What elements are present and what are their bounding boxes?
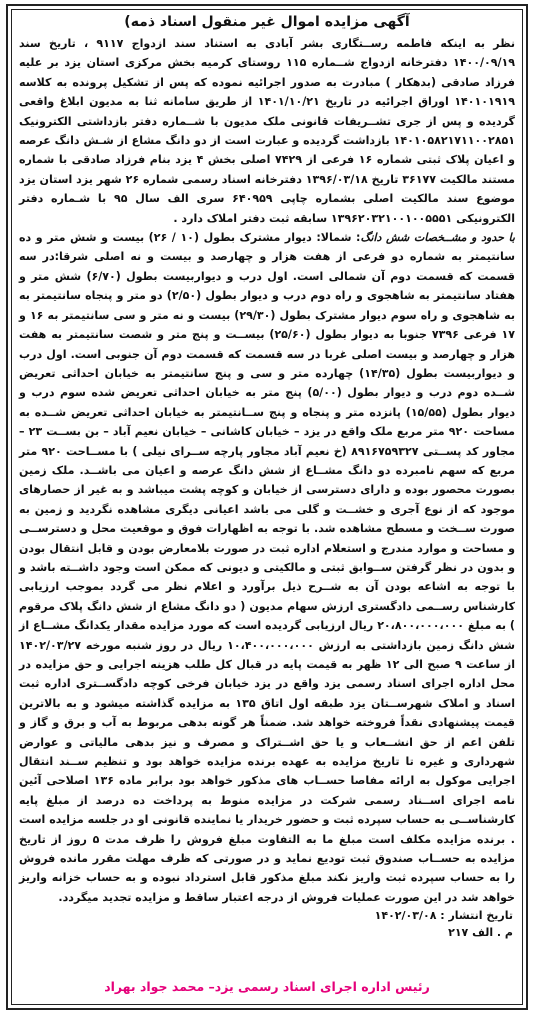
notice-body: [12, 34, 522, 907]
notice-code: م . الف ۲۱۷: [448, 926, 513, 940]
publish-date: تاریخ انتشار : ۱۴۰۲/۰۳/۰۸: [374, 909, 513, 923]
notice-inner-frame: [11, 9, 523, 1005]
notice-footer: [12, 907, 522, 941]
notice-paragraph-1: نظر به اینکه فاطمه رســتگاری بشر آبادی به استناد سند ازدواج ۹۱۱۷ ، تاریخ سند ۱۴۰۰/۰۹/۱۹ دفترخانه ازدواج شــماره ۱۱۵ روستای کرمیه بخش مرکزی استان یزد بر علیه فرزاد صادقی (بدهکار ) مبادرت به صدور اجرائیه نموده که پس از تشکیل پرونده به کلاسه ۱۴۰۱۰۱۹۱۹ اوراق اجرائیه در تاریخ ۱۴۰۱/۱۰/۲۱ از طریق سامانه ثنا به مدیون ابلاغ واقعی گردیده و پس از جری تشــریفات قانونی ملک مدیون با شــماره دفتر بازداشتی الکترونیک ۱۴۰۱۰۵۸۲۱۷۱۱۰۰۲۸۵۱ بازداشت گردیده و عبارت است از دو دانگ مشاع از شـش دانگ عرصه و اعیان پلاک ثبتی شماره ۱۶ فرعی از ۷۴۲۹ اصلی بخش ۴ یزد بنام فرزاد صادقی با شماره مستند مالکیت ۳۶۱۷۷ تاریخ ۱۳۹۶/۰۳/۱۸ دفترخانه اسناد رسمی شماره ۲۶ شهر یزد استان یزد موضوع سند مالکیت اصلی بشماره چاپی ۶۴۰۹۵۹ سری الف سال ۹۵ با شـماره دفتر الکترونیکی ۱۳۹۶۲۰۳۲۱۰۰۱۰۰۵۵۵۱ سابقه ثبت دفتر املاک دارد .: [19, 37, 515, 225]
notice-paragraph-2: [19, 228, 515, 907]
signature-line: رئیس اداره اجرای اسناد رسمی یزد– محمد جواد بهراد: [104, 979, 430, 994]
boundaries-text: : شمالا: دیوار مشترک بطول (۱۰ / ۲۶) بیست و شش متر و ده سانتیمتر به شماره دو فرعی از هفت هزار و چهارصد و بیست و نه اصلی شرقا:در سه قسمت که قسمت دوم آن شمالی است. اول درب و دیواربیست بطول (۶/۷۰) شش متر و هفتاد سانتیمتر به شاهجوی و راه دوم درب و دیوار بطول (۲/۵۰) دو متر و پنجاه سانتیمتر به به شاهجوی و راه سوم دیوار مشترک بطول (۲۹/۳۰) بیست و نه متر و سی سانتیمتر به ۱۶ و ۱۷ فرعی ۷۳۹۶ جنوبا به دیوار بطول (۲۵/۶۰) بیســت و پنج متر و شصت سانتیمتر به هفت هزار و چهارصد و بیست اصلی غربا در سه قسمت که قسمت دوم آن جنوبی است. اول درب و دیواربیست بطول (۱۴/۳۵) چهارده متر و سی و پنج سانتیمتر به خیابان احداثی تعریض شــده دوم درب و دیوار بطول (۵/۰۰) پنج متر به خیابان احداثی تعریض شده سوم درب و دیوار بطول (۱۵/۵۵) پانزده متر و پنجاه و پنج ســانتیمتر به خیابان احداثی تعریض شــده به مساحت ۹۲۰ متر مربع ملک واقع در یزد – خیابان کاشانی – خیابان نعیم آباد – بن بســت ۲۳ – مجاور کد پســتی ۸۹۱۶۷۵۹۳۲۷ (خ نعیم آباد مجاور پارچه ســرای نیلی ) با مســاحت ۹۲۰ متر مربع که سهم نامبرده دو دانگ مشــاع از شش دانگ عرصه و اعیان می باشــد. ملک زمین بصورت محصور بوده و دارای دسترسی از خیابان و کوچه پشت میباشد و به غیر از حصارهای موجود که از نوع آجری و خشــت و گلی می باشد اعیانی دیگری مشاهده نگردید و زمین به صورت ســخت و مسطح مشاهده شد. با توجه به اظهارات فوق و موقعیت محل و دسترســی و مساحت و موارد مندرج و استعلام اداره ثبت در صورت بلامعارض بودن و قابل انتقال بودن و بدون در نظر گرفتن ســوابق ثبتی و مالکیتی و دیونی که ممکن است وجود داشــته باشد و با توجه به اشاعه بودن آن به شــرح ذیل برآورد و اعلام نظر می گردد بموجب ارزیابی کارشناس رســمی دادگستری ارزش سهام مدیون ( دو دانگ مشاع از شش دانگ پلاک مرقوم ) به مبلغ ۲۰،۸۰۰،۰۰۰،۰۰۰ ریال ارزیابی گردیده است که مورد مزایده مقدار یکدانگ مشــاع از شش دانگ زمین بازداشتی به ارزش ۱۰،۴۰۰،۰۰۰،۰۰۰ ریال در روز شنبه مورخه ۱۴۰۲/۰۳/۲۷ از ساعت ۹ صبح الی ۱۲ ظهر به قیمت پایه در قبال کل طلب هزینه اجرایی و حق مزایده در محل اداره اجرای اسناد رسمی یزد واقع در یزد خیابان فرخی کوچه دادگســتری اداره ثبت اسناد و املاک شهرســتان یزد طبقه اول اتاق ۱۳۵ به مزایده گذاشته میشود و به بالاترین قیمت پیشنهادی نقداً فروخته خواهد شد. ضمناً هر گونه بدهی مربوط به آب و برق و گاز و تلفن اعم از حق انشــعاب و یا حق اشــتراک و مصرف و نیز بدهی مالیاتی و عوارض شهرداری و غیره تا تاریخ مزایده به عهده برنده مزایده خواهد بود و تنظیم ســند انتقال اجرایی موکول به ارائه مفاصا حســاب های مذکور خواهد بود برابر ماده ۱۳۶ اصلاحی آئین نامه اجرای اســناد رسمی شرکت در مزایده منوط به پرداخت ده درصد از مبلغ پایه کارشناســی به حساب سپرده ثبت و حضور خریدار یا نماینده قانونی او در جلسه مزایده است . برنده مزایده مکلف است مبلغ ما به التفاوت مبلغ فروش را ظرف مدت ۵ روز از تاریخ مزایده به حســاب صندوق ثبت تودیع نماید و در صورتی که ظرف مهلت مقرر مانده فروش را به حساب سپرده ثبت واریز نکند مبلغ مذکور قابل استرداد نبوده و به حساب خزانه واریز خواهد شد در این صورت عملیات فروش از درجه اعتبار ساقط و مزایده تجدید میگردد.: [19, 231, 516, 904]
boundaries-subheading: با حدود و مشــخصات شش دانگ: [360, 231, 515, 245]
notice-title: آگهی مزایده اموال غیر منقول اسناد ذمه): [124, 14, 410, 30]
auction-notice: [6, 4, 528, 1010]
